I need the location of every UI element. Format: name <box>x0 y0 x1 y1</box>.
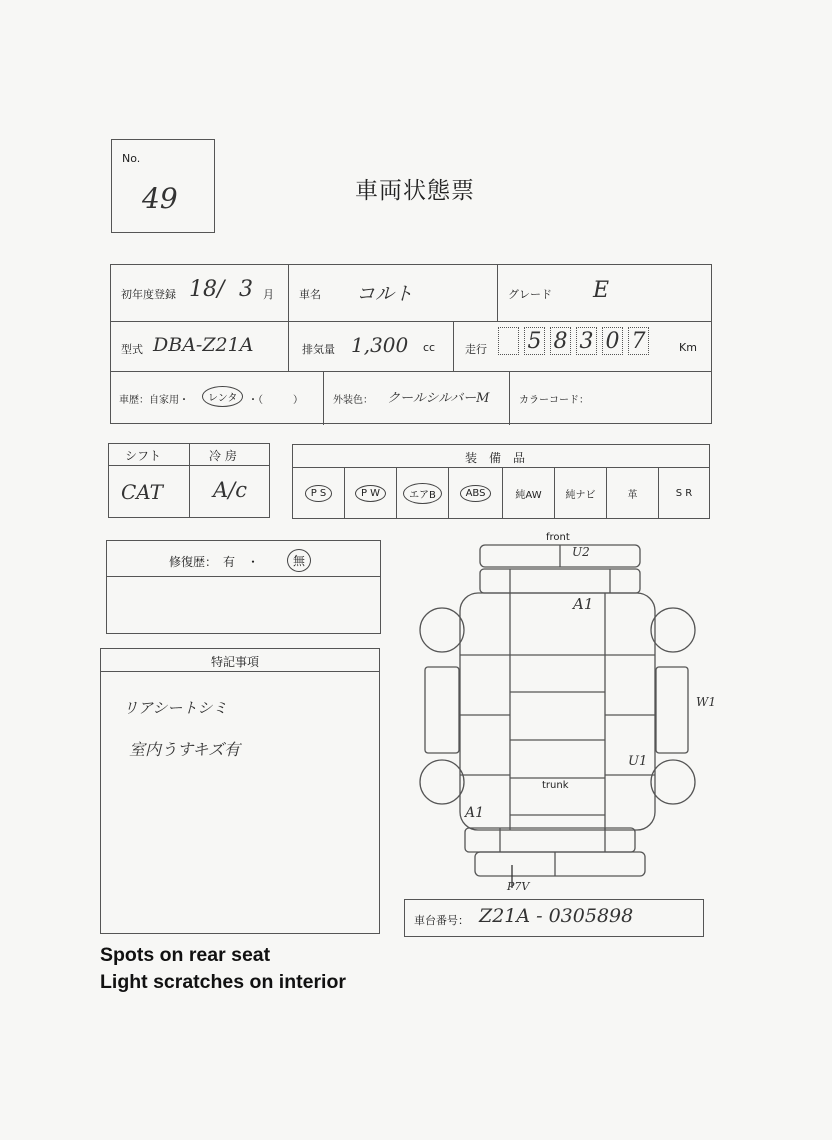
front-left-wheel <box>420 608 464 652</box>
vehicle-info-table <box>110 264 712 424</box>
ac-label: 冷 房 <box>209 449 237 463</box>
diagram-front-label: front <box>546 532 570 543</box>
equipment-item-ps: P S <box>293 467 345 519</box>
damage-mark-u2: U2 <box>572 545 590 559</box>
repair-history-box <box>106 540 381 634</box>
damage-mark-a1-top: A1 <box>573 595 594 613</box>
car-body-diagram <box>415 530 715 895</box>
car-name-label: 車名 <box>299 288 321 301</box>
damage-mark-bottom: P7V <box>507 880 530 893</box>
grade-value: E <box>593 278 610 303</box>
repair-history-label: 修復歴： 有 ・ <box>169 555 260 569</box>
color-label: 外装色： <box>333 395 373 406</box>
damage-mark-a1-bottom: A1 <box>465 805 485 821</box>
page-title: 車両状態票 <box>355 178 475 204</box>
mileage-digit: 7 <box>628 327 649 355</box>
mileage-label: 走行 <box>465 343 487 356</box>
ac-value: A/c <box>213 478 248 502</box>
history-selected: レンタ <box>202 386 243 407</box>
left-side-sill <box>425 667 459 753</box>
rear-left-wheel <box>420 760 464 804</box>
model-value: DBA-Z21A <box>153 334 254 356</box>
history-label: 車歴：自家用・ <box>119 395 189 406</box>
color-code-label: カラーコード： <box>519 395 589 406</box>
car-name-value: コルト <box>356 283 414 305</box>
displacement-unit: cc <box>423 341 436 354</box>
number-box <box>111 139 215 233</box>
damage-mark-u1: U1 <box>628 754 648 769</box>
grade-label: グレード <box>508 288 552 301</box>
equipment-item-leather: 革 <box>607 467 659 519</box>
number-label: No. <box>122 152 141 165</box>
special-notes-line-1: リアシートシミ <box>123 699 228 717</box>
equipment-item-navi: 純ナビ <box>555 467 607 519</box>
displacement-value: 1,300 <box>351 333 409 357</box>
color-value: クールシルバーM <box>387 391 490 406</box>
model-label: 型式 <box>121 343 143 356</box>
equipment-item-aw: 純AW <box>503 467 555 519</box>
mileage-digit: 0 <box>602 327 623 355</box>
front-right-wheel <box>651 608 695 652</box>
mileage-digit: 5 <box>524 327 545 355</box>
mileage-digit: 8 <box>550 327 571 355</box>
translation-line-2: Light scratches on interior <box>100 971 346 993</box>
equipment-item-pw: P W <box>345 467 397 519</box>
chassis-number-value: Z21A - 0305898 <box>479 905 634 927</box>
mileage-digit <box>498 327 519 355</box>
mileage-digit: 3 <box>576 327 597 355</box>
number-value: 49 <box>142 182 178 215</box>
registration-year: 18 <box>189 277 217 302</box>
registration-separator: / <box>217 277 225 302</box>
mileage-unit: Km <box>679 341 697 354</box>
special-notes-box <box>100 648 380 934</box>
displacement-label: 排気量 <box>302 343 335 356</box>
shift-ac-table <box>108 443 270 518</box>
chassis-number-box <box>404 899 704 937</box>
registration-label: 初年度登録 <box>121 288 176 301</box>
registration-month: 3 <box>239 277 253 302</box>
shift-value: CAT <box>121 480 163 504</box>
equipment-item-airbag: エアB <box>397 467 449 519</box>
front-grille-panel <box>480 569 640 593</box>
chassis-number-label: 車台番号： <box>414 914 469 927</box>
shift-label: シフト <box>125 449 162 463</box>
equipment-header: 装 備 品 <box>465 451 526 465</box>
translation-line-1: Spots on rear seat <box>100 944 271 966</box>
rear-right-wheel <box>651 760 695 804</box>
diagram-trunk-label: trunk <box>542 780 569 791</box>
rear-bumper-panel <box>475 852 645 876</box>
mileage-digits <box>494 321 674 371</box>
registration-month-unit: 月 <box>263 288 274 301</box>
car-body-outline <box>460 593 655 830</box>
repair-history-selected: 無 <box>287 549 311 572</box>
special-notes-header: 特記事項 <box>211 655 260 669</box>
special-notes-line-2: 室内うすキズ有 <box>129 740 241 759</box>
equipment-table <box>292 444 710 519</box>
rear-panel <box>465 828 635 852</box>
right-side-sill <box>656 667 688 753</box>
history-rest: ・（ ） <box>248 395 303 406</box>
damage-mark-w1: W1 <box>696 695 716 709</box>
equipment-item-sunroof: S R <box>675 487 693 499</box>
equipment-item-abs: ABS <box>449 467 503 519</box>
